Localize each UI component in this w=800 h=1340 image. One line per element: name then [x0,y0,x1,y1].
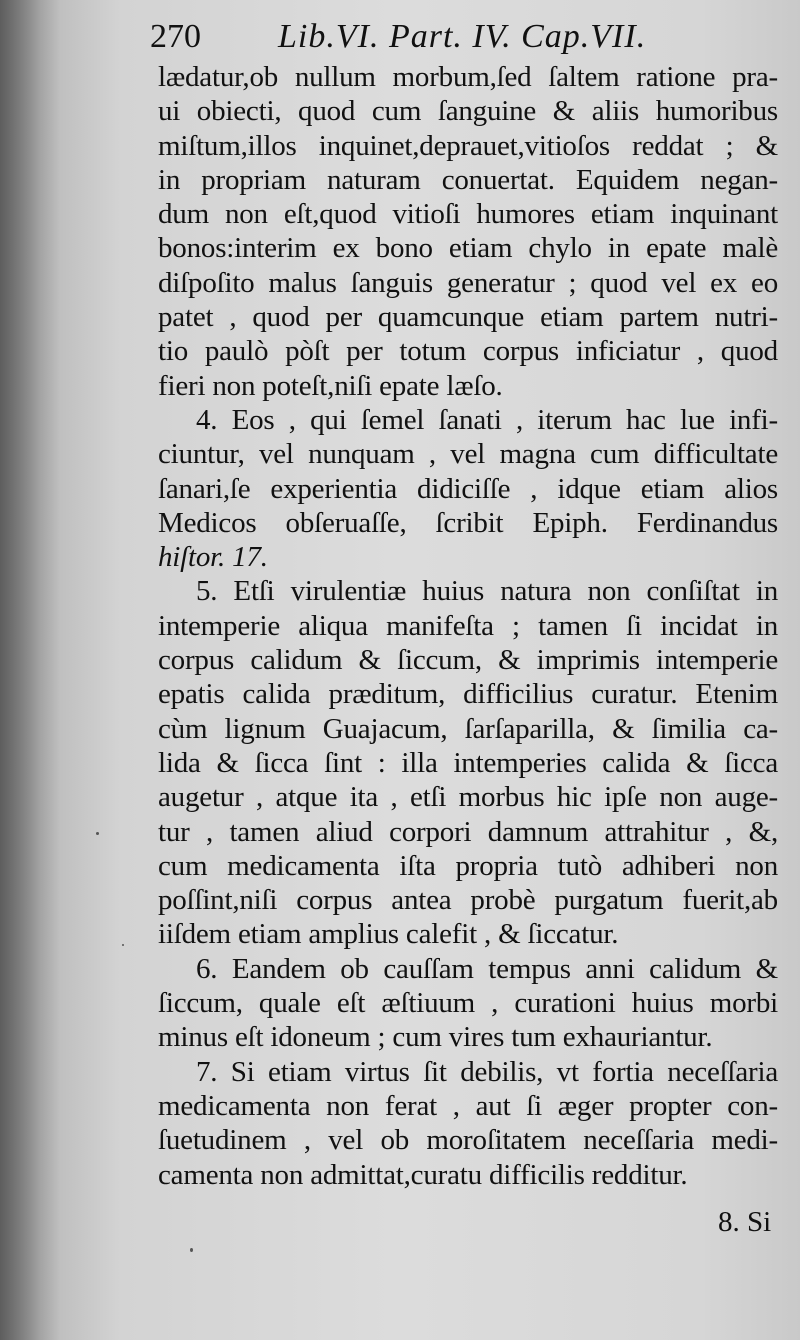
ink-speck [190,1248,193,1252]
text-line: minus eſt idoneum ; cum vires tum exhauriantur. [158,1021,713,1054]
running-title: Lib.VI. Part. IV. Cap.VII. [278,18,647,55]
ink-speck [122,944,124,946]
text-line: cùm lignum Guajacum, ſarſaparilla, & ſimilia ca- [158,712,778,745]
text-line: epatis calida præditum, difficilius curatur. Etenim [158,678,778,711]
text-line: ſiccum, quale eſt æſtiuum , curationi huius morbi [158,987,778,1020]
text-line: intemperie aliqua manifeſta ; tamen ſi incidat in [158,609,778,642]
text-line: cum medicamenta iſta propria tutò adhiberi non [158,849,778,882]
paragraph-4-start: 4. Eos , qui ſemel ſanati , iterum hac lue infi- [196,403,778,436]
text-line: bonos:interim ex bono etiam chylo in epate malè [158,232,778,265]
text-line: fieri non poteſt,niſi epate læſo. [158,369,503,402]
page-header [150,18,770,62]
text-line: tur , tamen aliud corpori damnum attrahitur , &, [158,815,778,848]
gutter-shadow [0,0,60,1340]
body-text [158,60,778,1192]
text-line: camenta non admittat,curatu difficilis redditur. [158,1158,688,1191]
text-line [158,540,778,574]
text-line: dum non eſt,quod vitioſi humores etiam inquinant [158,198,778,231]
text-line: diſpoſito malus ſanguis generatur ; quod vel ex eo [158,266,778,299]
paragraph-6-start: 6. Eandem ob cauſſam tempus anni calidum & [196,952,778,985]
text-line: ſanari,ſe experientia didiciſſe , idque etiam alios [158,472,778,505]
page-number: 270 [150,18,201,55]
text-line: patet , quod per quamcunque etiam partem nutri- [158,301,778,334]
text-line: ui obiecti, quod cum ſanguine & aliis humoribus [158,95,778,128]
paragraph-7-start: 7. Si etiam virtus ſit debilis, vt fortia neceſſaria [196,1055,778,1088]
text-line: ciuntur, vel nunquam , vel magna cum difficultate [158,438,778,471]
paragraph-5-start: 5. Etſi virulentiæ huius natura non conſiſtat in [196,575,778,608]
ink-speck [96,832,99,835]
text-line: ſuetudinem , vel ob moroſitatem neceſſaria medi- [158,1124,778,1157]
text-line: iiſdem etiam amplius calefit , & ſiccatur. [158,918,619,951]
text-line: medicamenta non ferat , aut ſi æger propter con- [158,1089,778,1122]
text-line: lædatur,ob nullum morbum,ſed ſaltem ratione pra- [158,61,778,93]
text-line: miſtum,illos inquinet,deprauet,vitioſos reddat ; & [158,129,778,162]
citation-italic: hiſtor. 17. [158,541,268,574]
catchword: 8. Si [718,1206,772,1238]
text-line: lida & ſicca ſint : illa intemperies calida & ſicca [158,746,778,779]
text-line: in propriam naturam conuertat. Equidem negan- [158,163,778,196]
text-line: corpus calidum & ſiccum, & imprimis intemperie [158,644,778,677]
text-line: tio paulò pòſt per totum corpus inficiatur , quod [158,335,778,368]
text-line: poſſint,niſi corpus antea probè purgatum fuerit,ab [158,884,778,917]
text-line: Medicos obſeruaſſe, ſcribit Epiph. Ferdinandus [158,506,778,539]
text-line: augetur , atque ita , etſi morbus hic ipſe non auge- [158,781,778,814]
